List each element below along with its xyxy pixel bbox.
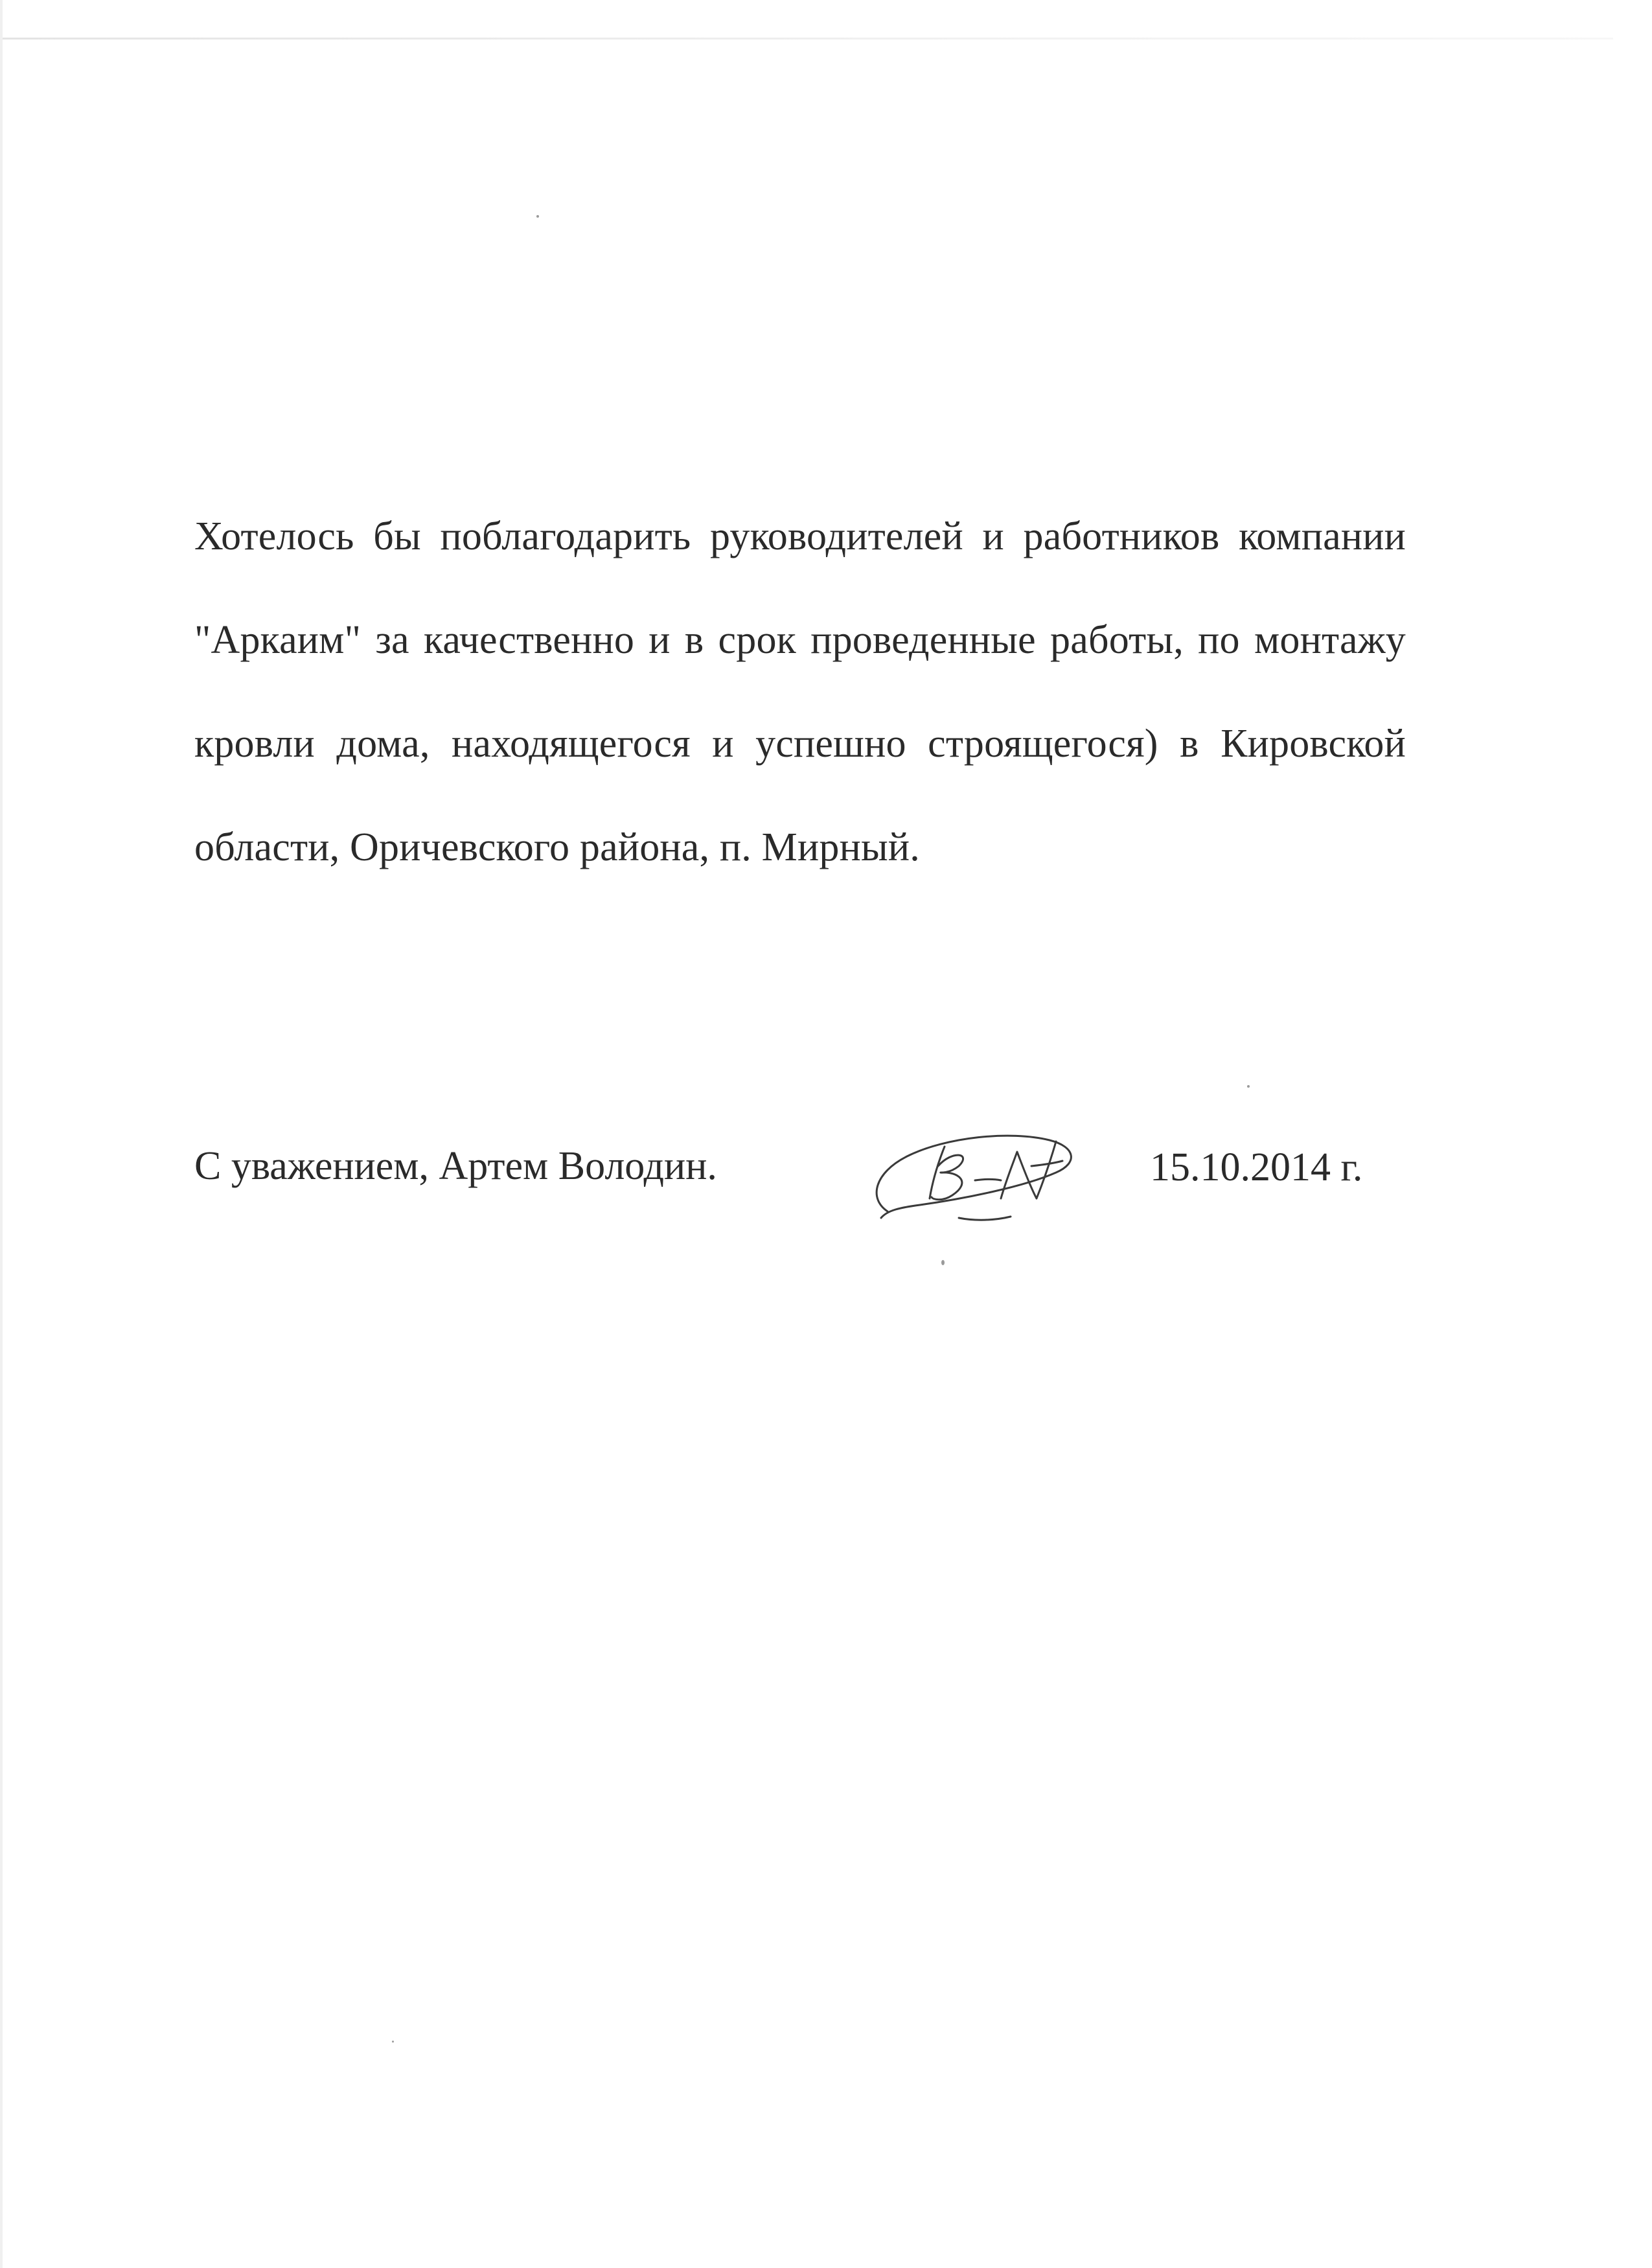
scan-speck — [1247, 1085, 1250, 1088]
letter-closing: С уважением, Артем Володин. — [194, 1144, 717, 1188]
scan-top-edge — [0, 38, 1613, 40]
scan-speck — [392, 2041, 394, 2043]
scan-left-edge — [0, 0, 3, 2268]
scan-speck — [941, 1260, 945, 1265]
letter-body: Хотелось бы поблагодарить руководителей и работников компании "Аркаим" за качественно и в срок проведенные работы, по монтажу кровли дома, находящегося и успешно строящегося) в Кировской области, Оричевского района, п. Мирный. — [194, 514, 1406, 869]
handwritten-signature-icon — [862, 1101, 1095, 1244]
scan-speck — [536, 215, 539, 218]
letter-date: 15.10.2014 г. — [1150, 1145, 1363, 1189]
